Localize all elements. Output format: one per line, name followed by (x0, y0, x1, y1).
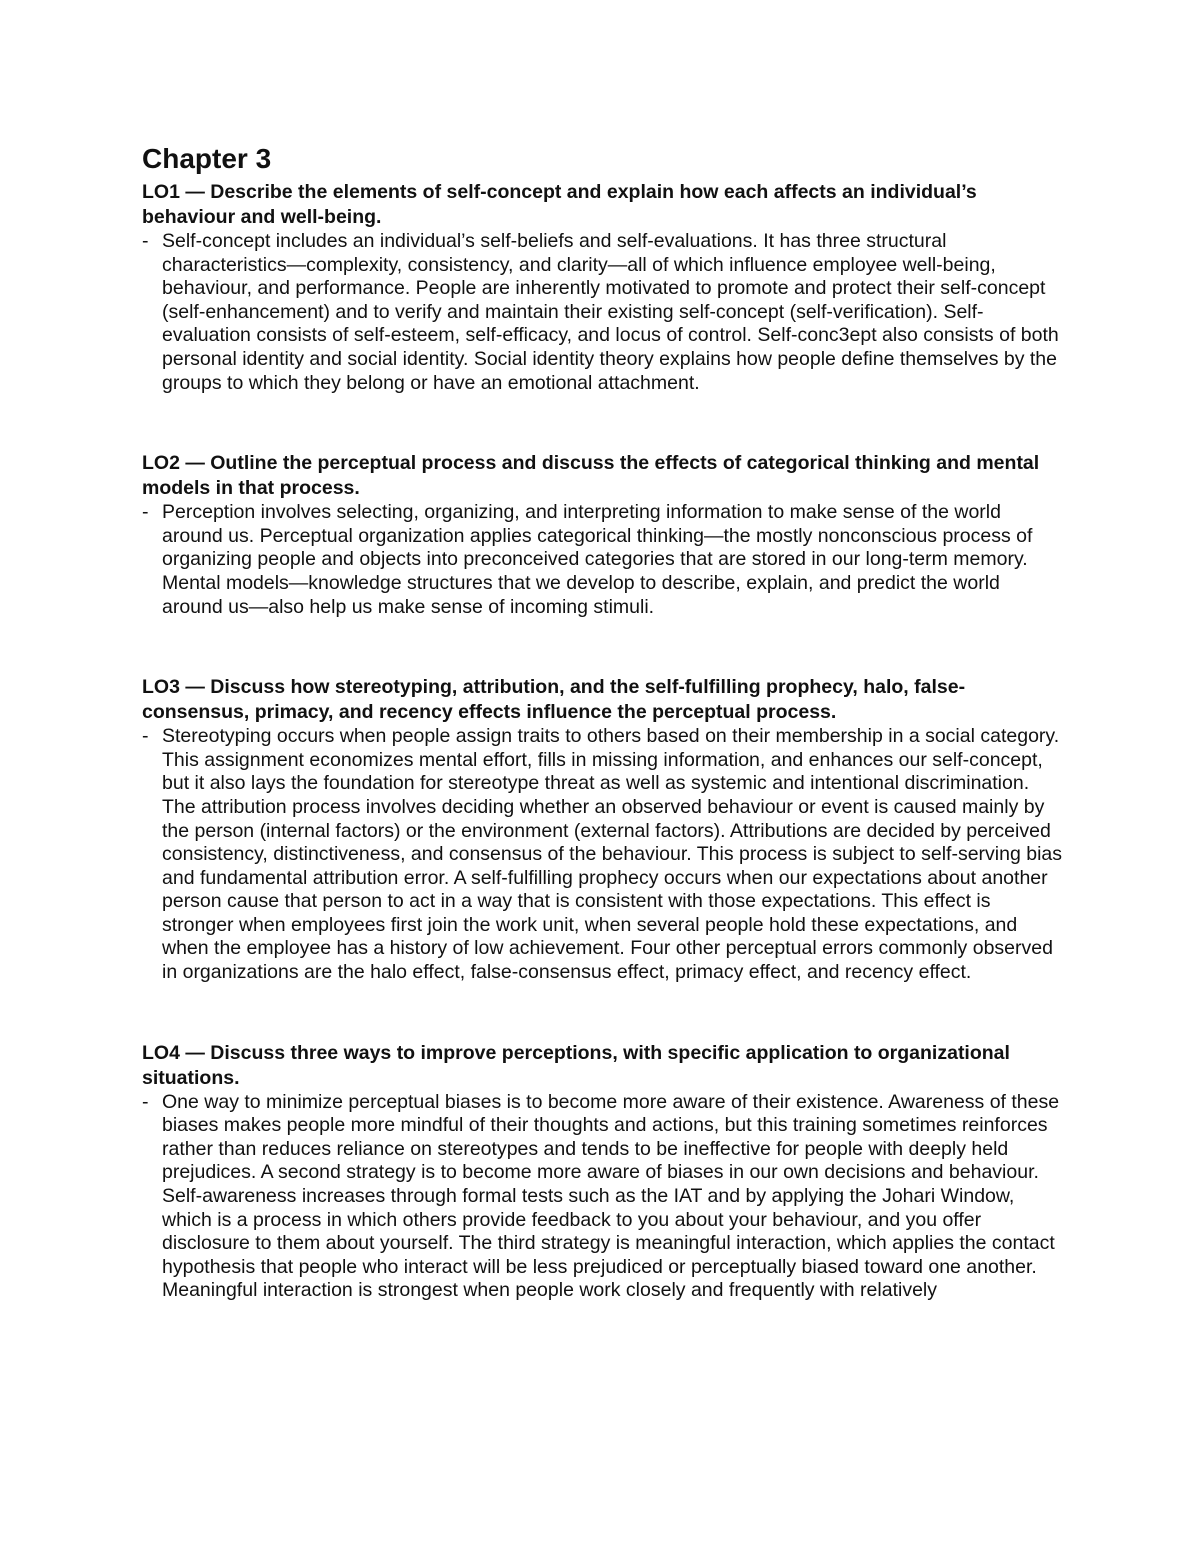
bullet-item (142, 230, 1062, 395)
document-page (142, 140, 1062, 1359)
bullet-item (142, 725, 1062, 985)
section-body: One way to minimize perceptual biases is to become more aware of their existence. Awareness of these biases makes people more mindful of their thoughts and actions, but this training sometimes reinforces rather than reduces reliance on stereotypes and tends to be ineffective for people with deeply held prejudices. A second strategy is to become more aware of biases in our own decisions and behaviour. Self-awareness increases through formal tests such as the IAT and by applying the Johari Window, which is a process in which others provide feedback to you about your behaviour, and you offer disclosure to them about yourself. The third strategy is meaningful interaction, which applies the contact hypothesis that people who interact will be less prejudiced or perceptually biased toward one another. Meaningful interaction is strongest when people work closely and frequently with relatively (162, 1090, 1060, 1302)
section-lo1 (142, 180, 1062, 395)
chapter-title: Chapter 3 (142, 143, 272, 174)
bullet-marker: - (142, 725, 149, 748)
bullet-marker: - (142, 230, 149, 252)
bullet-marker: - (142, 1090, 149, 1113)
section-body: Stereotyping occurs when people assign traits to others based on their membership in a social category. This assignment economizes mental effort, fills in missing information, and enhances our self-concept, but it also lays the foundation for stereotype threat as well as systemic and intentional discrimination. The attribution process involves deciding whether an observed behaviour or event is caused mainly by the person (internal factors) or the environment (external factors). Attributions are decided by perceived consistency, distinctiveness, and consensus of the behaviour. This process is subject to self-serving bias and fundamental attribution error. A self-fulfilling prophecy occurs when our expectations about another person cause that person to act in a way that is consistent with those expectations. This effect is stronger when employees first join the work unit, when several people hold these expectations, and when the employee has a history of low achievement. Four other perceptual errors commonly observed in organizations are the halo effect, false-consensus effect, primacy effect, and recency effect. (162, 725, 1062, 984)
section-heading: LO3 — Discuss how stereotyping, attribution, and the self-fulfilling prophecy, halo, false-consensus, primacy, and recency effects influence the perceptual process. (142, 676, 966, 724)
section-lo2 (142, 451, 1062, 619)
section-heading: LO4 — Discuss three ways to improve perceptions, with specific application to organizational situations. (142, 1041, 1010, 1089)
section-heading: LO1 — Describe the elements of self-concept and explain how each affects an individual’s behaviour and well-being. (142, 181, 977, 228)
section-lo3 (142, 675, 1062, 985)
section-body: Self-concept includes an individual’s self-beliefs and self-evaluations. It has three structural characteristics—complexity, consistency, and clarity—all of which influence employee well-being, behaviour, and performance. People are inherently motivated to promote and protect their self-concept (self-enhancement) and to verify and maintain their existing self-concept (self-verification). Self-evaluation consists of self-esteem, self-efficacy, and locus of control. Self-conc3ept also consists of both personal identity and social identity. Social identity theory explains how people define themselves by the groups to which they belong or have an emotional attachment. (162, 230, 1059, 394)
bullet-marker: - (142, 501, 149, 524)
bullet-item (142, 1091, 1062, 1303)
bullet-item (142, 501, 1062, 619)
section-lo4 (142, 1041, 1062, 1303)
section-heading: LO2 — Outline the perceptual process and discuss the effects of categorical thinking and mental models in that process. (142, 452, 1040, 500)
section-body: Perception involves selecting, organizing, and interpreting information to make sense of the world around us. Perceptual organization applies categorical thinking—the mostly nonconscious process of organizing people and objects into preconceived categories that are stored in our long-term memory. Mental models—knowledge structures that we develop to describe, explain, and predict the world around us—also help us make sense of incoming stimuli. (162, 501, 1033, 618)
